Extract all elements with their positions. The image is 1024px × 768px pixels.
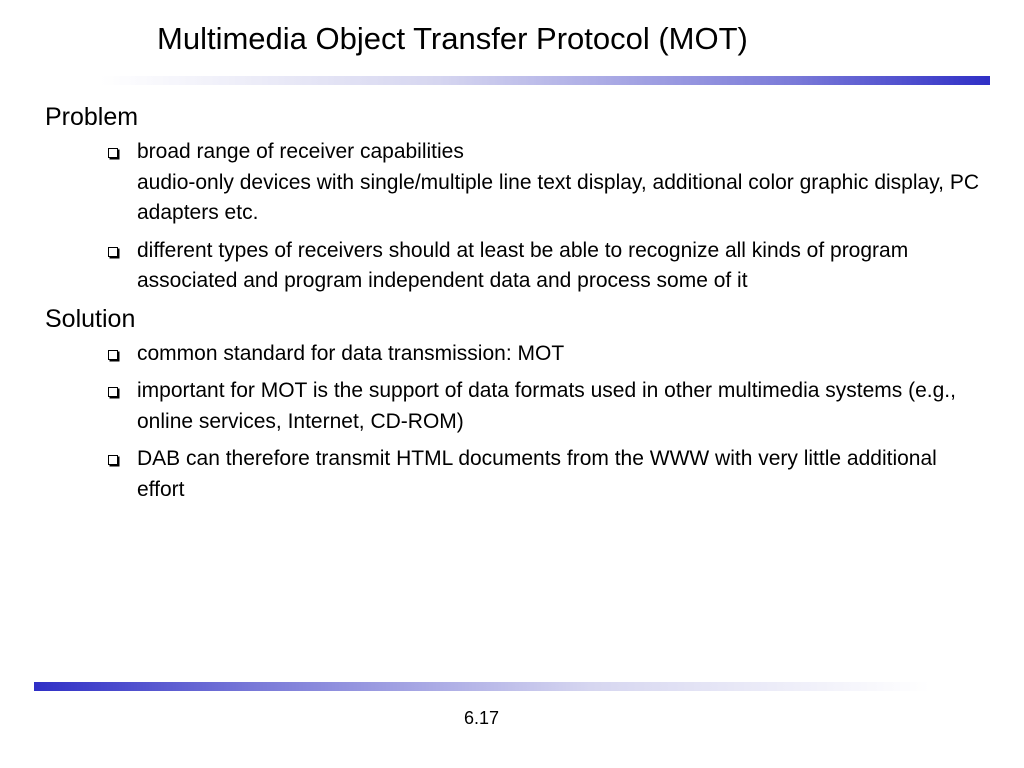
solution-bullet-list <box>45 339 985 506</box>
solution-section <box>45 301 985 506</box>
page-number: 6.17 <box>463 708 500 728</box>
bullet-item <box>45 137 985 229</box>
problem-bullet-list <box>45 137 985 297</box>
bullet-text: audio-only devices with single/multiple line text display, additional color graphic display, PC adapters etc. <box>137 170 979 224</box>
bullet-item <box>45 444 985 505</box>
bullet-text: different types of receivers should at least be able to recognize all kinds of program associated and program independent data and process some of it <box>137 238 909 292</box>
square-bullet-icon <box>108 148 118 158</box>
title-divider <box>100 76 990 85</box>
bullet-text: important for MOT is the support of data formats used in other multimedia systems (e.g., online services, Internet, CD-ROM) <box>137 379 956 433</box>
bullet-item <box>45 376 985 437</box>
square-bullet-icon <box>108 455 118 465</box>
slide-title: Multimedia Object Transfer Protocol (MOT) <box>157 21 748 56</box>
bullet-text: common standard for data transmission: MOT <box>137 341 565 365</box>
square-bullet-icon <box>108 350 118 360</box>
slide-content <box>45 99 985 505</box>
footer-divider <box>34 682 930 691</box>
bullet-text: DAB can therefore transmit HTML documents from the WWW with very little additional effort <box>137 447 937 501</box>
square-bullet-icon <box>108 247 118 257</box>
square-bullet-icon <box>108 387 118 397</box>
section-heading-problem: Problem <box>45 103 139 131</box>
bullet-item <box>45 339 985 370</box>
problem-section <box>45 99 985 297</box>
section-heading-solution: Solution <box>45 304 136 333</box>
bullet-item <box>45 236 985 297</box>
bullet-text: broad range of receiver capabilities <box>137 140 464 163</box>
